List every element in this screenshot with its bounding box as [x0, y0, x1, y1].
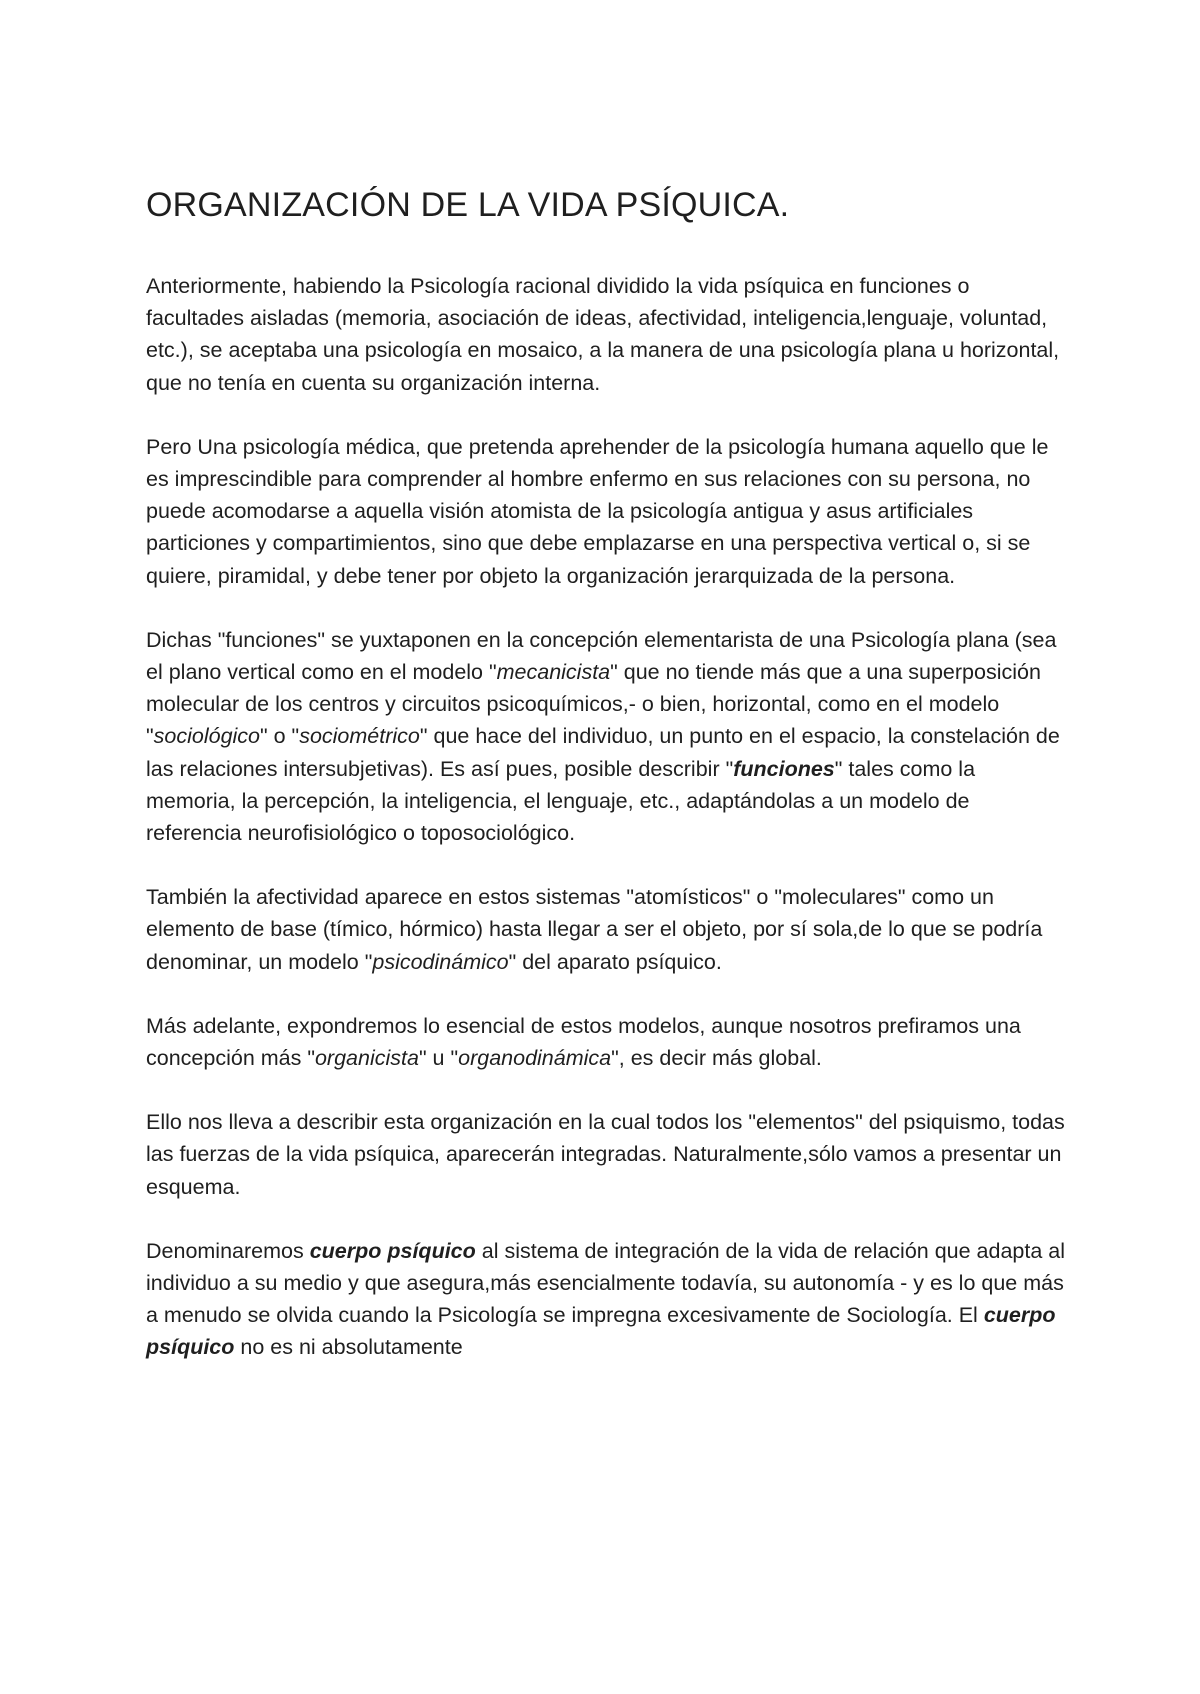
paragraph — [146, 881, 1070, 978]
paragraph-text: " del aparato psíquico. — [508, 949, 722, 974]
paragraph-text: " que no tiende más que a una superposición molecular de los centros y circuitos psicoquímicos,- o bien, horizontal, como en el modelo " — [146, 660, 1041, 749]
paragraph-text: Más adelante, expondremos lo esencial de estos modelos, aunque nosotros prefiramos una concepción más " — [146, 1013, 1021, 1071]
paragraph-text: ", es decir más global. — [611, 1046, 822, 1071]
italic-term: organodinámica — [458, 1046, 612, 1071]
paragraph-text: Anteriormente, habiendo la Psicología racional dividido la vida psíquica en funciones o facultades aisladas (memoria, asociación de ideas, afectividad, inteligencia,lenguaje, voluntad, etc.), se aceptaba una psicología en mosaico, a la manera de una psicología plana u horizontal, que no tenía en cuenta su organización interna. — [146, 274, 1060, 395]
paragraph-text: También la afectividad aparece en estos sistemas "atomísticos" o "moleculares" como un elemento de base (tímico, hórmico) hasta llegar a ser el objeto, por sí sola,de lo que se podría denominar, un modelo " — [146, 885, 1043, 974]
paragraph-text: " tales como la memoria, la percepción, la inteligencia, el lenguaje, etc., adaptándolas a un modelo de referencia neurofisiológico o toposociológico. — [146, 756, 976, 846]
document-title: ORGANIZACIÓN DE LA VIDA PSÍQUICA. — [146, 186, 790, 224]
paragraph-text: Pero Una psicología médica, que pretenda aprehender de la psicología humana aquello que le es imprescindible para comprender al hombre enfermo en sus relaciones con su persona, no puede acomodarse a aquella visión atomista de la psicología antigua y asus artificiales particiones y compartimientos, sino que debe emplazarse en una perspectiva vertical o, si se quiere, piramidal, y debe tener por objeto la organización jerarquizada de la persona. — [146, 434, 1049, 588]
paragraph — [146, 1106, 1070, 1203]
bold-italic-term: cuerpo psíquico — [146, 1303, 1056, 1360]
bold-italic-term: cuerpo psíquico — [309, 1238, 476, 1263]
paragraph-text: " o " — [260, 724, 300, 749]
paragraph-text: al sistema de integración de la vida de relación que adapta al individuo a su medio y que asegura,más esencialmente todavía, su autonomía - y es lo que más a menudo se olvida cuando la Psicología se impregna excesivamente de Sociología. El — [146, 1238, 1066, 1328]
paragraph — [146, 270, 1070, 399]
paragraph — [146, 431, 1070, 592]
paragraph-text: no es ni absolutamente — [234, 1335, 463, 1360]
paragraph-text: Ello nos lleva a describir esta organización en la cual todos los "elementos" del psiquismo, todas las fuerzas de la vida psíquica, aparecerán integradas. Naturalmente,sólo vamos a presentar un esquema. — [146, 1110, 1065, 1199]
italic-term: sociométrico — [299, 724, 420, 749]
italic-term: organicista — [314, 1046, 419, 1071]
paragraph — [146, 1010, 1070, 1074]
document-page — [146, 185, 1070, 1396]
paragraph-text: " u " — [418, 1046, 459, 1071]
paragraph-text: " que hace del individuo, un punto en el espacio, la constelación de las relaciones intersubjetivas). Es así pues, posible describir " — [146, 724, 1060, 781]
paragraph — [146, 1235, 1070, 1364]
paragraph-text: Denominaremos — [146, 1238, 310, 1263]
bold-italic-term: funciones — [733, 756, 835, 781]
italic-term: psicodinámico — [372, 949, 509, 974]
paragraph-text: Dichas "funciones" se yuxtaponen en la concepción elementarista de una Psicología plana (sea el plano vertical como en el modelo " — [146, 627, 1057, 685]
italic-term: sociológico — [153, 724, 261, 749]
paragraph — [146, 624, 1070, 849]
document-body — [146, 270, 1070, 1364]
italic-term: mecanicista — [496, 660, 611, 685]
